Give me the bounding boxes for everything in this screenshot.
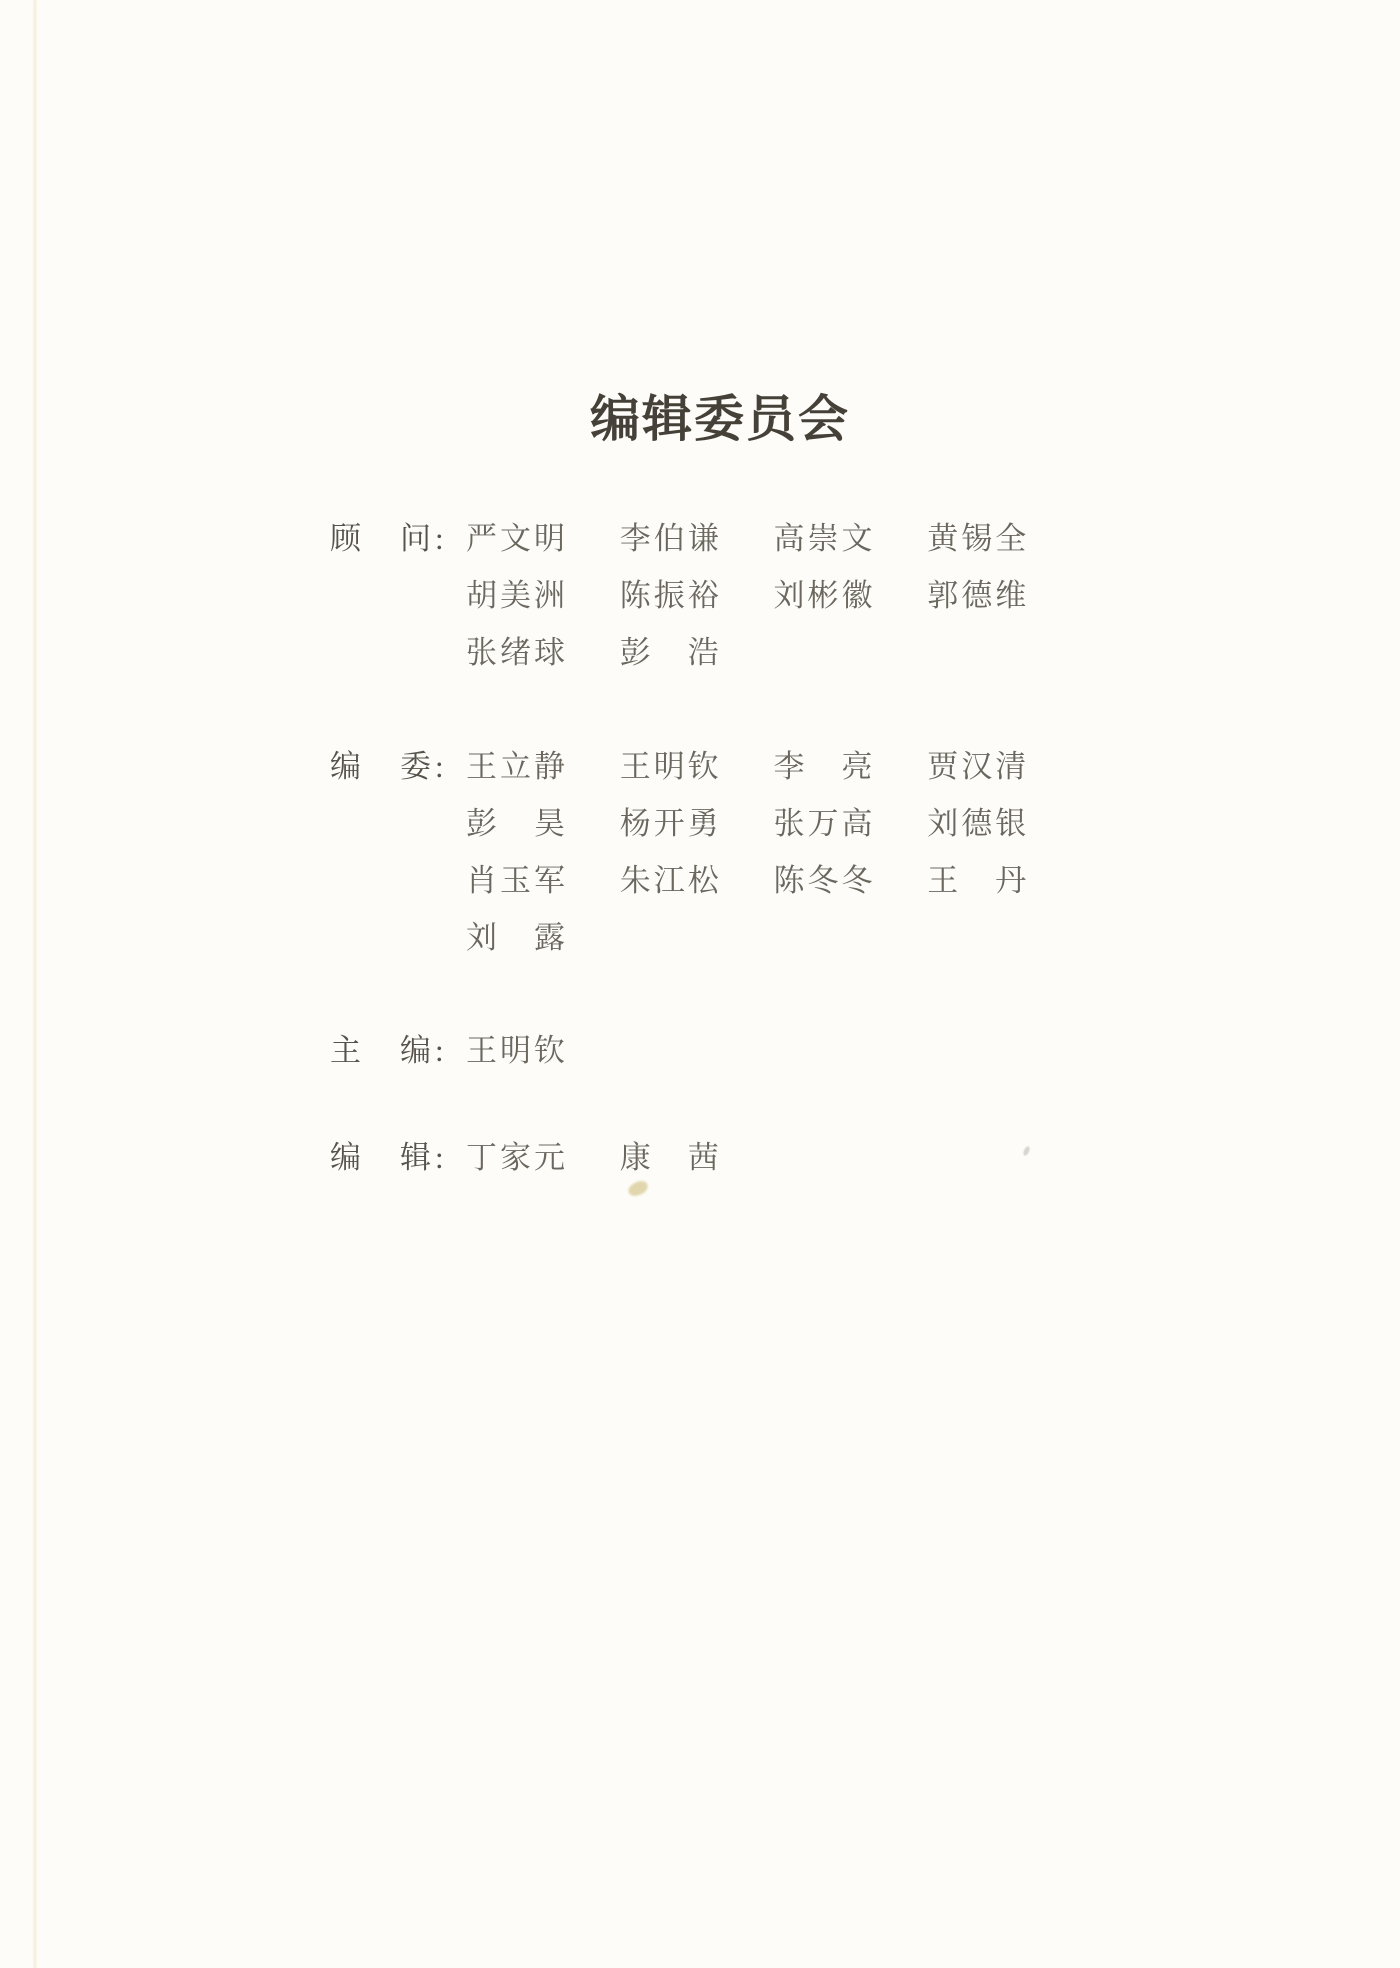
person-name: 郭德维 — [927, 578, 1030, 613]
section-committee — [330, 738, 1073, 966]
chief-editor-row — [466, 1022, 612, 1079]
person-name: 王明钦 — [619, 749, 722, 784]
person-name: 张绪球 — [466, 635, 568, 670]
section-label-editors: 编 辑: — [330, 1140, 448, 1175]
person-name: 丁家元 — [466, 1140, 568, 1175]
person-name: 刘彬徽 — [773, 578, 876, 613]
person-name: 康 茜 — [619, 1140, 722, 1175]
person-name: 胡美洲 — [466, 578, 568, 613]
committee-row-2 — [466, 795, 1073, 852]
advisors-row-2 — [466, 567, 1073, 624]
person-name: 肖玉军 — [466, 863, 568, 898]
person-name: 刘德银 — [927, 806, 1030, 841]
person-name: 彭 浩 — [619, 635, 722, 670]
person-name: 严文明 — [466, 521, 568, 556]
person-name: 黄锡全 — [927, 521, 1030, 556]
person-name: 朱江松 — [619, 863, 722, 898]
section-advisors — [330, 510, 1073, 681]
page-fold-line — [33, 0, 37, 1968]
person-name: 贾汉清 — [927, 749, 1030, 784]
committee-row-4 — [466, 909, 1073, 966]
person-name: 刘 露 — [466, 920, 568, 955]
person-name: 李 亮 — [773, 749, 876, 784]
person-name: 彭 昊 — [466, 806, 568, 841]
person-name: 王立静 — [466, 749, 568, 784]
person-name: 张万高 — [773, 806, 876, 841]
person-name: 李伯谦 — [619, 521, 722, 556]
editors-row — [466, 1129, 766, 1186]
committee-row-1 — [466, 738, 1073, 795]
person-name: 陈冬冬 — [773, 863, 876, 898]
advisors-row-1 — [466, 510, 1073, 567]
person-name: 高崇文 — [773, 521, 876, 556]
advisors-row-3 — [466, 624, 1073, 681]
section-chief-editor — [330, 1022, 612, 1079]
person-name: 杨开勇 — [619, 806, 722, 841]
section-editors — [330, 1129, 766, 1186]
page-title: 编辑委员会 — [590, 391, 850, 447]
committee-row-3 — [466, 852, 1073, 909]
person-name: 王明钦 — [466, 1033, 568, 1068]
scan-mark-speck — [1022, 1145, 1031, 1156]
section-label-chief-editor: 主 编: — [330, 1033, 448, 1068]
section-label-advisors: 顾 问: — [330, 521, 448, 556]
section-label-committee: 编 委: — [330, 749, 448, 784]
person-name: 陈振裕 — [619, 578, 722, 613]
person-name: 王 丹 — [927, 863, 1030, 898]
